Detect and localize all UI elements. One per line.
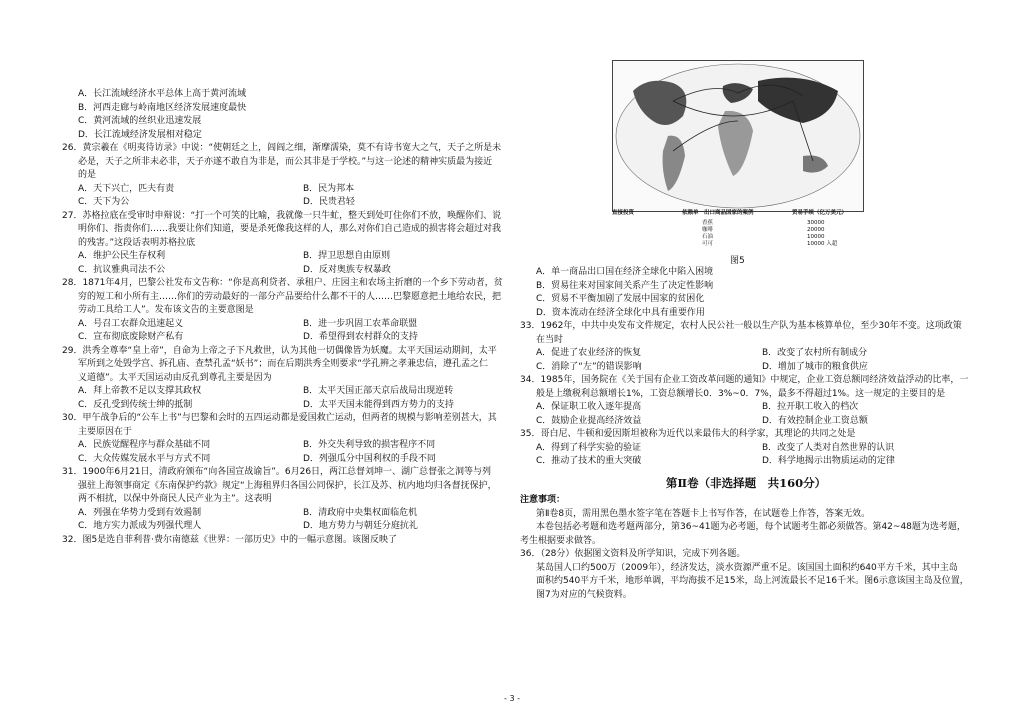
option-left: C．大众传媒发展水平与方式不同 [78,453,211,464]
option-right: D．增加了城市的粮食供应 [762,361,868,372]
option-right: D．科学地揭示出物质运动的定律 [762,456,895,466]
note-line: 本卷包括必考题和选考题两部分，第36~41题为必考题，每个试题考生都必须做答。第42~48题为选考题， [536,522,966,532]
text-line: 明你们、指责你们……我要让你们知道，要是杀死像我这样的人，那么对你们自己造成的损害将会超过对我 [78,224,502,234]
text-line: 军所到之处毁学宫、拆孔庙、查禁孔孟“妖书”；而在后期洪秀全则要求“学孔辨之孝兼忠信，遵孔孟之仁 [78,359,488,369]
option-right: D．反对奥族专权暴政 [303,264,391,275]
option-left: A．维护公民生存权利 [78,251,166,261]
text-line: A．单一商品出口国在经济全球化中陷入困境 [536,267,714,277]
text-line: 义道德”。太平天国运动由反孔到尊孔主要是因为 [78,372,272,383]
option-row [520,347,972,361]
text-line: 31．1900年6月21日，清政府颁布“向各国宣战谕旨”。6月26日，两江总督刘坤一、湖广总督张之洞等与列 [62,467,492,477]
q36-line: 面积约540平方千米，地形单调，平均海拔不足15米，岛上河流最长不足16千米。图6示意该国主岛及位置， [536,576,969,586]
map-legend [612,210,862,250]
option-left: A．保证职工收入逐年提高 [536,402,642,412]
text-line: 般是上缴税利总额增长1%，工资总额增长0．3%~0．7%，最多不得超过1%。这一规定的主要目的是 [536,388,946,399]
option-right: D．列强瓜分中国利权的手段不同 [303,453,436,464]
text-line: 27．苏格拉底在受审时申辩说：“打一个可笑的比喻，我就像一只牛虻，整天到处叮住你们不放，唤醒你们、说 [62,210,502,221]
world-trade-map [612,60,864,212]
option-row [62,331,512,345]
legend-title-2: 依赖单一出口商品国家的案例 [682,210,754,216]
page-number: - 3 - [504,694,520,703]
right-column [520,266,972,602]
text-line: 两不相扰，以保中外商民人民产业为主”。这表明 [78,494,272,504]
text-line: 强驻上海领事商定《东南保护约款》规定“上海租界归各国公同保护，长江及苏、杭内地均归各督抚保护， [78,480,497,491]
legend-scale-2: 20000 [807,227,825,233]
option-right: B．进一步巩固工农革命联盟 [303,318,418,329]
text-line: A．长江流域经济水平总体上高于黄河流域 [78,89,247,99]
option-right: D．太平天国未能得到西方势力的支持 [303,399,454,410]
option-row [62,399,512,413]
option-row [62,520,512,534]
option-left: A．促进了农业经济的恢复 [536,348,642,358]
left-column [62,88,512,547]
option-row [62,385,512,399]
q36-line: 某岛国人口约500万（2009年），经济发达，淡水资源严重不足。该国国土面积约640平方千米，其中主岛 [536,562,958,573]
option-right: D．地方势力与朝廷分庭抗礼 [303,521,418,531]
legend-title-3: 贸易手续（亿万美元） [792,210,848,216]
text-line: 33．1962年，中共中央发布文件规定，农村人民公社一般以生产队为基本核算单位，至少30年不变。这项政策 [520,321,962,331]
legend-title-1: 直接投资 [612,210,635,216]
option-right: D．有效控制企业工资总额 [762,415,868,426]
text-line: 必是，天子之所非未必非，天子亦遂不敢自为非是，而公其非是于学校。”与这一论述的精神实质最为接近 [78,156,493,167]
option-right: B．清政府中央集权面临危机 [303,507,418,518]
option-right: B．民为邦本 [303,183,355,194]
text-line: 的残害。”这段话表明苏格拉底 [78,237,196,248]
figure-caption: 图5 [730,256,745,266]
text-line: B．贸易往来对国家间关系产生了决定性影响 [536,280,714,291]
text-line: 主要原因在于 [78,426,133,437]
text-line: 30．甲午战争后的“公车上书”与巴黎和会时的五四运动都是爱国救亡运动，但两者的规模与影响差别甚大，其 [62,413,497,423]
option-row [520,361,972,375]
option-row [62,439,512,453]
text-line: C．贸易不平衡加剧了发展中国家的贫困化 [536,294,705,304]
option-row [62,183,512,197]
option-right: B．捍卫思想自由原则 [303,251,391,261]
legend-item-cocoa: 可可 [702,241,714,247]
option-row [62,318,512,332]
note-line: 考生根据要求做答。 [520,535,602,546]
text-line: 26．黄宗羲在《明夷待访录》中说：“使朝廷之上，闾阎之细，渐摩濡染，莫不有诗书宽大之气，天子之所是未 [62,143,502,153]
option-left: A．拜上帝教不足以支撑其政权 [78,386,202,396]
note-line: 第Ⅱ卷8页，需用黑色墨水签字笔在答题卡上书写作答，在试题卷上作答，答案无效。 [536,508,871,519]
option-row [520,442,972,456]
text-line: B．河西走廊与岭南地区经济发展速度最快 [78,102,247,113]
option-row [520,415,972,429]
option-left: C．鼓励企业提高经济效益 [536,415,642,426]
option-row [62,507,512,521]
text-line: C．黄河流域的丝织业迅速发展 [78,116,202,126]
option-right: D．希望得到农村群众的支持 [303,332,418,342]
text-line: D．长江流域经济发展相对稳定 [78,129,202,140]
text-line: D．资本流动在经济全球化中具有重要作用 [536,307,705,318]
legend-item-oil: 石油 [702,234,714,240]
text-line: 穷的短工和小所有主……你们的劳动最好的一部分产品要给什么都不干的人……巴黎愿意把土地给农民，把 [78,291,502,302]
option-right: B．改变了农村所有制成分 [762,348,868,358]
q36-line: 图7为对应的气候资料。 [536,589,632,600]
option-left: A．列强在华势力受到有效遏制 [78,507,202,518]
text-line: 32．图5是选自菲利普·费尔南德兹《世界：一部历史》中的一幅示意图。该图反映了 [62,534,398,545]
map-graphic [613,61,863,211]
option-left: A．号召工农群众迅速起义 [78,318,184,329]
option-left: C．推动了技术的重大突破 [536,456,642,466]
option-right: B．外交失利导致的损害程序不同 [303,440,436,450]
legend-item-coffee: 咖啡 [702,227,714,233]
option-left: C．抗议雅典司法不公 [78,264,166,275]
option-right: B．太平天国正部天京后战局出现逆转 [303,386,454,396]
option-row [62,196,512,210]
option-right: B．拉开职工收入的档次 [762,402,859,412]
text-line: 劳动工具给工人”。发布该文告的主要意图是 [78,305,254,315]
option-row [62,250,512,264]
text-line: 35．哥白尼、牛顿和爱因斯坦被称为近代以来最伟大的科学家，其理论的共同之处是 [520,429,856,439]
option-row [62,453,512,467]
legend-scale-4: 10000 入超 [807,241,838,247]
legend-scale-3: 10000 [807,234,825,240]
option-left: C．宣布彻底废除财产私有 [78,332,184,342]
text-line: 的是 [78,170,97,180]
text-line: 34．1985年，国务院在《关于国有企业工资改革问题的通知》中规定，企业工资总额同经济效益浮动的比率，一 [520,375,969,385]
legend-scale-1: 30000 [807,220,825,226]
option-right: D．民贵君轻 [303,197,355,207]
option-left: A．民族觉醒程序与群众基础不同 [78,440,211,450]
option-left: C．地方实力派成为列强代理人 [78,521,202,531]
q36-line: 36．（28分）依据图文资料及所学知识，完成下列各题。 [520,549,746,559]
notes-block [520,508,972,549]
option-left: C．天下为公 [78,197,130,207]
legend-item-banana: 香蕉 [702,220,714,226]
option-row [520,401,972,415]
right-questions [520,266,972,469]
option-row [62,264,512,278]
option-right: B．改变了人类对自然世界的认识 [762,442,895,453]
text-line: 28．1871年4月，巴黎公社发布文告称：“你是高利贷者、承租户、庄园主和农场主折磨的一个乡下劳动者，贫 [62,278,503,288]
option-row [520,455,972,469]
question-36 [520,548,972,602]
option-left: A．天下兴亡，匹夫有责 [78,183,175,194]
section-title: 第Ⅱ卷（非选择题 共160分） [665,475,827,490]
notes-heading: 注意事项： [520,495,566,505]
option-left: C．反孔受到传统士绅的抵制 [78,399,193,410]
option-left: C．消除了“左”的错误影响 [536,361,642,372]
option-left: A．得到了科学实验的验证 [536,442,642,453]
text-line: 29．洪秀全尊奉“皇上帝”，自命为上帝之子下凡救世，认为其他一切偶像皆为妖魔。太平天国运动期间，太平 [62,345,497,356]
text-line: 在当时 [536,334,564,345]
